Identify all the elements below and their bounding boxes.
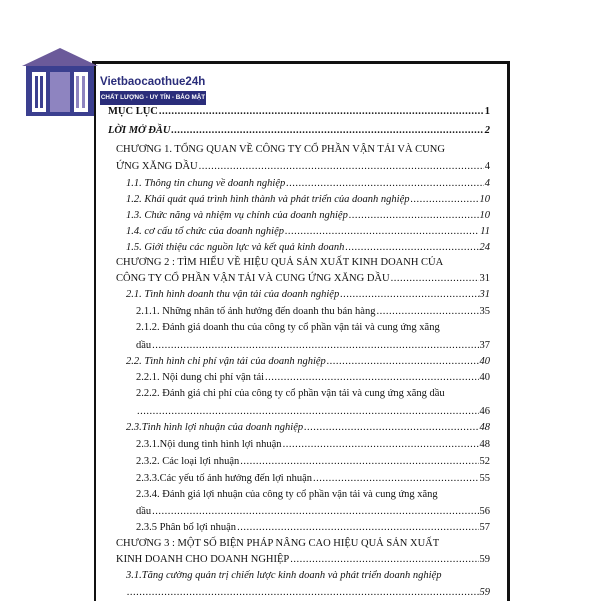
brand-name: Vietbaocaothue24h: [100, 76, 206, 88]
page-border-top: [92, 61, 510, 64]
toc-chuong-1[interactable]: ỨNG XĂNG DẦU ..... 4: [116, 161, 490, 172]
toc-2-3[interactable]: 2.3.Tình hình lợi nhuận của doanh nghiệp ..... 48: [126, 422, 490, 433]
toc-chuong-3-line1[interactable]: CHƯƠNG 3 : MỘT SỐ BIỆN PHÁP NÂNG CAO HIỆU QUẢ SẢN XUẤT: [116, 538, 440, 549]
toc-1-2[interactable]: 1.2. Khái quát quá trình hình thành và phát triển của doanh nghiệp ..... 10: [126, 194, 490, 205]
toc-1-5[interactable]: 1.5. Giới thiệu các nguồn lực và kết quả kinh doanh ..... 24: [126, 242, 490, 253]
toc-2-2-2[interactable]: ..... 46: [136, 406, 490, 417]
toc-2-1-2[interactable]: dầu ..... 37: [136, 340, 490, 351]
toc-3-1-line1[interactable]: 3.1.Tăng cường quản trị chiến lược kinh doanh và phát triển doanh nghiệp: [126, 570, 442, 581]
toc-2-3-1[interactable]: 2.3.1.Nội dung tình hình lợi nhuận ..... 48: [136, 439, 490, 450]
toc-2-3-4[interactable]: dầu ..... 56: [136, 506, 490, 517]
toc-2-2-2-line1[interactable]: 2.2.2. Đánh giá chi phí của công ty cổ phần vận tải và cung ứng xăng dầu: [136, 388, 445, 399]
toc-2-1-1[interactable]: 2.1.1. Những nhân tố ảnh hưởng đến doanh thu bán hàng ..... 35: [136, 306, 490, 317]
page-border-right: [507, 61, 510, 601]
toc-muc-luc[interactable]: MỤC LỤC ..... 1: [108, 106, 490, 117]
bookshelf-logo-icon: [20, 46, 100, 118]
toc-chuong-2-line1[interactable]: CHƯƠNG 2 : TÌM HIỂU VỀ HIỆU QUẢ SẢN XUẤT KINH DOANH CỦA: [116, 257, 444, 268]
toc-2-3-2[interactable]: 2.3.2. Các loại lợi nhuận ..... 52: [136, 456, 490, 467]
toc-chuong-2[interactable]: CÔNG TY CỔ PHẦN VẬN TẢI VÀ CUNG ỨNG XĂNG DẦU ..... 31: [116, 273, 490, 284]
toc-2-2-1[interactable]: 2.2.1. Nội dung chi phí vận tải ..... 40: [136, 372, 490, 383]
toc-1-1[interactable]: 1.1. Thông tin chung về doanh nghiệp ..... 4: [126, 178, 490, 189]
toc-2-1[interactable]: 2.1. Tình hình doanh thu vận tải của doanh nghiệp ..... 31: [126, 289, 490, 300]
toc-2-3-3[interactable]: 2.3.3.Các yếu tố ảnh hưởng đến lợi nhuận ..... 55: [136, 473, 490, 484]
brand-banner: [100, 76, 206, 106]
toc-3-1[interactable]: ..... 59: [126, 587, 490, 598]
toc-1-3[interactable]: 1.3. Chức năng và nhiệm vụ chính của doanh nghiệp ..... 10: [126, 210, 490, 221]
toc-chuong-1-line1[interactable]: CHƯƠNG 1. TỔNG QUAN VỀ CÔNG TY CỔ PHẦN VẬN TẢI VÀ CUNG: [116, 144, 445, 155]
page-border-left: [94, 61, 96, 601]
toc-loi-mo-dau[interactable]: LỜI MỞ ĐẦU ..... 2: [108, 125, 490, 136]
toc-2-3-4-line1[interactable]: 2.3.4. Đánh giá lợi nhuận của công ty cổ phần vận tải và cung ứng xăng: [136, 489, 438, 500]
toc-2-1-2-line1[interactable]: 2.1.2. Đánh giá doanh thu của công ty cổ phần vận tải và cung ứng xăng: [136, 322, 440, 333]
toc-2-2[interactable]: 2.2. Tình hình chi phí vận tải của doanh nghiệp ..... 40: [126, 356, 490, 367]
toc-chuong-3[interactable]: KINH DOANH CHO DOANH NGHIỆP ..... 59: [116, 554, 490, 565]
brand-tagline: CHẤT LƯỢNG - UY TÍN - BẢO MẬT: [100, 91, 206, 105]
toc-1-4[interactable]: 1.4. cơ cấu tổ chức của doanh nghiệp ..... 11: [126, 226, 490, 237]
toc-2-3-5[interactable]: 2.3.5 Phân bổ lợi nhuận ..... 57: [136, 522, 490, 533]
